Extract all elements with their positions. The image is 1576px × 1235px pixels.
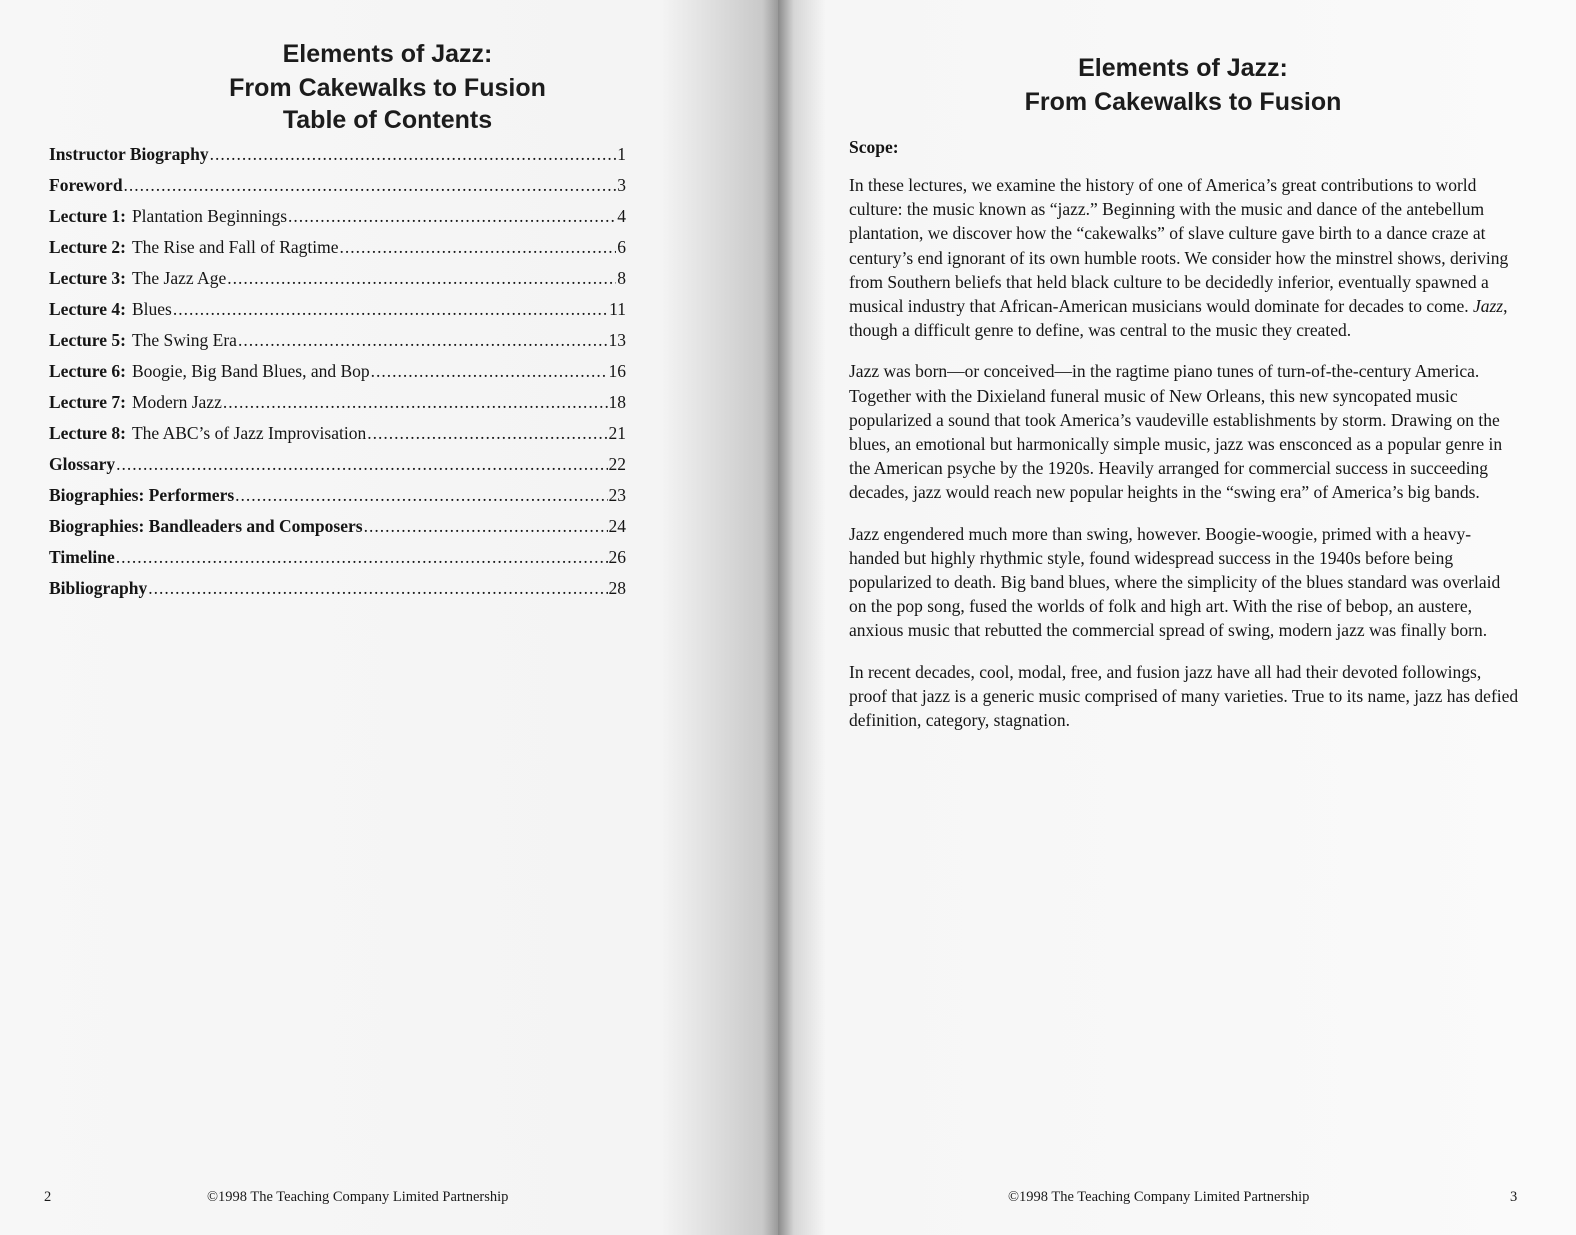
toc-entry[interactable] [49, 449, 626, 480]
toc-leader-dots [210, 139, 617, 170]
toc-entry-title: Boogie, Big Band Blues, and Bop [131, 361, 370, 381]
toc-leader-dots [223, 387, 608, 418]
toc-leader-dots [340, 232, 617, 263]
toc-entry-label: Biographies: Bandleaders and Composers [49, 516, 363, 536]
copyright-left: ©1998 The Teaching Company Limited Partnership [207, 1189, 509, 1205]
toc-entry[interactable] [49, 201, 626, 232]
toc-entry[interactable] [49, 511, 626, 542]
toc-entry-label: Instructor Biography [49, 144, 209, 164]
right-title-line2: From Cakewalks to Fusion [1024, 88, 1342, 116]
page-number-right: 3 [1510, 1189, 1518, 1205]
scope-paragraph-3: Jazz engendered much more than swing, however. Boogie-woogie, primed with a heavy-handed but highly rhythmic style, found widespread success in the 1940s before being popularized to death. Big band blues, where the simplicity of the blues standard was overlaid on the pop song, fused the worlds of folk and high art. With the rise of bebop, an austere, anxious music that rebutted the commercial spread of swing, modern jazz was finally born. [849, 523, 1501, 641]
toc-entry-label: Timeline [49, 547, 115, 567]
toc-entry[interactable] [49, 387, 626, 418]
toc-entry-page: 13 [608, 330, 626, 350]
toc-entry-label: Lecture 6: [49, 361, 126, 381]
toc-entry-label: Lecture 8: [49, 423, 126, 443]
toc-entry-title: The Rise and Fall of Ragtime [131, 237, 339, 257]
toc-leader-dots [124, 170, 617, 201]
toc-leader-dots [235, 480, 607, 511]
toc-entry-label: Lecture 5: [49, 330, 126, 350]
toc-entry-title: Modern Jazz [131, 392, 222, 412]
left-title-line1: Elements of Jazz: [282, 40, 493, 68]
toc-entry-label: Lecture 3: [49, 268, 126, 288]
scope-paragraph-1 [849, 173, 1521, 342]
toc-entry-title: Plantation Beginnings [131, 206, 288, 226]
toc-entry-page: 21 [608, 423, 626, 443]
toc-entry[interactable] [49, 263, 626, 294]
toc-entry-title: The Swing Era [131, 330, 237, 350]
toc-entry-label: Foreword [49, 175, 123, 195]
toc-entry[interactable] [49, 170, 626, 201]
toc-entry-title: Blues [131, 299, 172, 319]
toc-leader-dots [116, 542, 608, 573]
toc-entry-page: 16 [608, 361, 626, 381]
toc-leader-dots [148, 573, 607, 604]
toc-entry-page: 3 [617, 175, 626, 195]
toc-entry[interactable] [49, 418, 626, 449]
toc-entry[interactable] [49, 356, 626, 387]
toc-entry[interactable] [49, 325, 626, 356]
toc-entry-page: 24 [608, 516, 626, 536]
left-page [0, 0, 778, 1235]
toc-entry-page: 23 [608, 485, 626, 505]
toc-leader-dots [288, 201, 616, 232]
scope-paragraph-1-italic: Jazz [1472, 296, 1504, 317]
toc-entry[interactable] [49, 232, 626, 263]
copyright-right: ©1998 The Teaching Company Limited Partnership [1008, 1189, 1310, 1205]
toc-entry-page: 4 [617, 206, 626, 226]
toc-leader-dots [227, 263, 616, 294]
scope-section [849, 135, 1521, 749]
toc-entry[interactable] [49, 573, 626, 604]
left-page-title [0, 37, 775, 105]
toc-entry-page: 1 [617, 144, 626, 164]
toc-entry-page: 28 [608, 578, 626, 598]
scope-paragraph-1-tail: , though a difficult genre to define, was central to the music they created. [849, 296, 1508, 341]
toc-entry-label: Lecture 1: [49, 206, 126, 226]
toc-entry-label: Biographies: Performers [49, 485, 235, 505]
right-title-line1: Elements of Jazz: [1078, 54, 1288, 82]
scope-paragraph-4: In recent decades, cool, modal, free, and fusion jazz have all had their devoted followings, proof that jazz is a generic music comprised of many varieties. True to its name, jazz has defied definition, category, stagnation. [849, 661, 1519, 731]
toc-entry[interactable] [49, 480, 626, 511]
toc-leader-dots [367, 418, 607, 449]
right-page-title [778, 51, 1576, 119]
toc-leader-dots [116, 449, 607, 480]
scope-paragraph-1-text: In these lectures, we examine the history of one of America’s great contributions to world culture: the music known as “jazz.” Beginning with the music and dance of the antebellum plantation, we discover how the “cakewalks” of slave culture gave birth to a dance craze at century’s end ignorant of its own humble roots. We consider how the minstrel shows, deriving from Southern beliefs that held black culture to be decidedly inferior, eventually spawned a musical industry that African-American musicians would dominate for decades to come. [849, 175, 1509, 317]
toc-entry[interactable] [49, 139, 626, 170]
toc-entry[interactable] [49, 542, 626, 573]
toc-entry-label: Glossary [49, 454, 116, 474]
toc-entry-page: 26 [608, 547, 626, 567]
toc-heading: Table of Contents [282, 106, 493, 134]
toc-entry-label: Lecture 7: [49, 392, 126, 412]
toc-entry-page: 6 [617, 237, 626, 257]
toc-entry-page: 8 [617, 268, 626, 288]
toc-entry-page: 22 [608, 454, 626, 474]
toc-entry-label: Lecture 4: [49, 299, 126, 319]
table-of-contents [49, 139, 626, 604]
left-title-line2: From Cakewalks to Fusion [229, 74, 546, 102]
toc-entry-page: 11 [609, 299, 626, 319]
scope-label: Scope: [849, 137, 899, 157]
toc-entry-page: 18 [608, 392, 626, 412]
toc-leader-dots [371, 356, 608, 387]
toc-entry-label: Lecture 2: [49, 237, 126, 257]
page-number-left: 2 [44, 1189, 52, 1205]
toc-entry[interactable] [49, 294, 626, 325]
toc-leader-dots [238, 325, 608, 356]
toc-leader-dots [364, 511, 608, 542]
toc-entry-title: The Jazz Age [131, 268, 227, 288]
toc-entry-title: The ABC’s of Jazz Improvisation [131, 423, 367, 443]
scope-paragraph-2: Jazz was born—or conceived—in the ragtime piano tunes of turn-of-the-century America. Together with the Dixieland funeral music of New Orleans, this new syncopated music popularized a sound that took America’s vaudeville establishments by storm. Drawing on the blues, an emotional but harmonically simple music, jazz was ensconced as a popular genre in the American psyche by the 1920s. Heavily arranged for commercial success in succeeding decades, jazz would reach new popular heights in the “swing era” of America’s big bands. [849, 361, 1503, 503]
toc-leader-dots [173, 294, 608, 325]
toc-entry-label: Bibliography [49, 578, 148, 598]
